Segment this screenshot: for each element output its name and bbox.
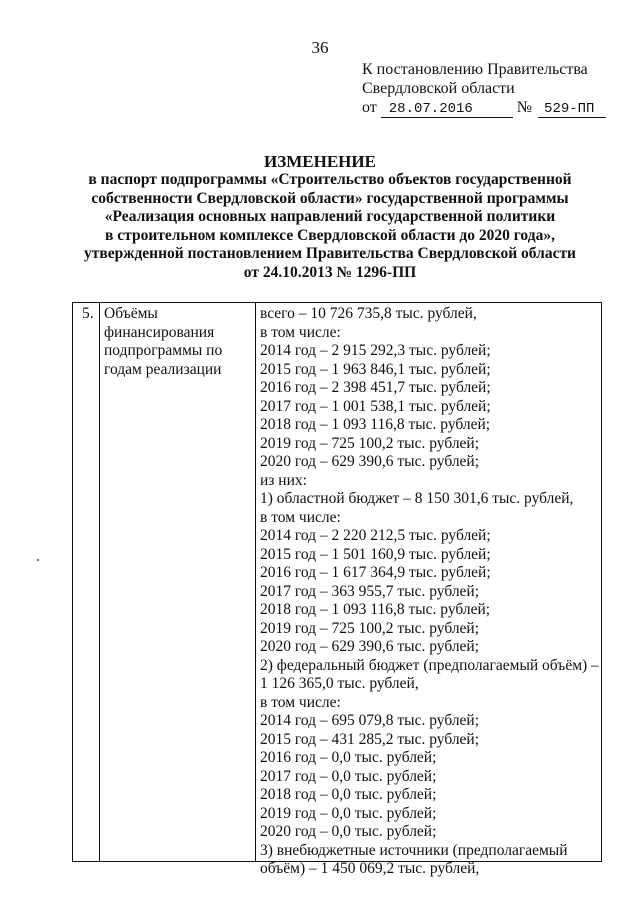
value-line: 3) внебюджетные источники (предполагаемый — [260, 841, 568, 859]
value-line: 2017 год – 0,0 тыс. рублей; — [260, 767, 437, 785]
value-line: 2016 год – 1 617 364,9 тыс. рублей; — [260, 564, 491, 581]
approval-number: 529-ПП — [538, 102, 606, 118]
document-subheading — [60, 171, 600, 282]
column-divider — [255, 303, 256, 862]
value-line: из них: — [260, 471, 307, 489]
subheading-line: от 24.10.2013 № 1296-ПП — [243, 263, 417, 281]
value-line: 2019 год – 0,0 тыс. рублей; — [260, 804, 437, 822]
financing-table — [72, 302, 602, 877]
value-line: 2018 год – 0,0 тыс. рублей; — [260, 786, 437, 803]
value-line: объём) – 1 450 069,2 тыс. рублей, — [260, 860, 480, 877]
subheading-line: утвержденной постановлением Правительства Свердловской области — [83, 245, 576, 262]
row-label — [104, 305, 252, 379]
value-line: 2016 год – 0,0 тыс. рублей; — [260, 749, 437, 766]
row-label-line: финансирования — [104, 323, 215, 341]
value-line: 1) областной бюджет – 8 150 301,6 тыс. рублей, — [260, 490, 574, 507]
row-label-line: годам реализации — [104, 360, 222, 378]
value-line: в том числе: — [260, 508, 341, 526]
scan-speck — [37, 559, 39, 561]
page-number: 36 — [311, 38, 329, 57]
column-divider — [99, 303, 100, 862]
approval-number-prefix: № — [516, 99, 533, 116]
document-heading: ИЗМЕНЕНИЕ — [264, 152, 376, 171]
approval-date: 28.07.2016 — [381, 102, 513, 118]
value-line: в том числе: — [260, 693, 341, 711]
value-line: 2018 год – 1 093 116,8 тыс. рублей; — [260, 601, 491, 618]
subheading-line: в паспорт подпрограммы «Строительство объектов государственной — [88, 171, 572, 188]
value-line: 2014 год – 2 915 292,3 тыс. рублей; — [260, 342, 491, 359]
value-line: 2018 год – 1 093 116,8 тыс. рублей; — [260, 416, 491, 433]
subheading-line: «Реализация основных направлений государственной политики — [104, 208, 556, 225]
approval-date-line — [362, 98, 606, 118]
row-label-line: Объёмы — [104, 305, 158, 322]
value-line: 2020 год – 629 390,6 тыс. рублей; — [260, 453, 480, 470]
value-line: 2015 год – 1 501 160,9 тыс. рублей; — [260, 545, 491, 563]
value-line: 2020 год – 0,0 тыс. рублей; — [260, 823, 437, 840]
value-line: 2017 год – 1 001 538,1 тыс. рублей; — [260, 397, 491, 415]
value-line: 2019 год – 725 100,2 тыс. рублей; — [260, 619, 480, 637]
approval-line-2: Свердловской области — [362, 80, 515, 97]
approval-block — [362, 60, 606, 118]
value-line: 2015 год – 431 285,2 тыс. рублей; — [260, 730, 480, 748]
value-line: 2014 год – 695 079,8 тыс. рублей; — [260, 712, 480, 729]
value-line: 2014 год – 2 220 212,5 тыс. рублей; — [260, 527, 491, 544]
table-bottom-rule — [72, 861, 602, 862]
row-label-line: подпрограммы по — [104, 342, 223, 359]
value-line: 2015 год – 1 963 846,1 тыс. рублей; — [260, 360, 491, 378]
value-line: в том числе: — [260, 323, 341, 341]
value-line: 2016 год – 2 398 451,7 тыс. рублей; — [260, 379, 491, 396]
subheading-line: в строительном комплексе Свердловской области до 2020 года», — [105, 226, 555, 244]
value-line: 2019 год – 725 100,2 тыс. рублей; — [260, 434, 480, 452]
value-line: 1 126 365,0 тыс. рублей, — [260, 675, 419, 692]
approval-from-prefix: от — [362, 99, 377, 116]
subheading-line: собственности Свердловской области» государственной программы — [91, 189, 569, 207]
row-values — [260, 305, 600, 879]
approval-line-1: К постановлению Правительства — [362, 61, 588, 78]
value-line: 2017 год – 363 955,7 тыс. рублей; — [260, 582, 480, 600]
row-number: 5. — [82, 305, 94, 322]
value-line: всего – 10 726 735,8 тыс. рублей, — [260, 305, 477, 322]
value-line: 2020 год – 629 390,6 тыс. рублей; — [260, 638, 480, 655]
value-line: 2) федеральный бюджет (предполагаемый объём) – — [260, 656, 599, 674]
